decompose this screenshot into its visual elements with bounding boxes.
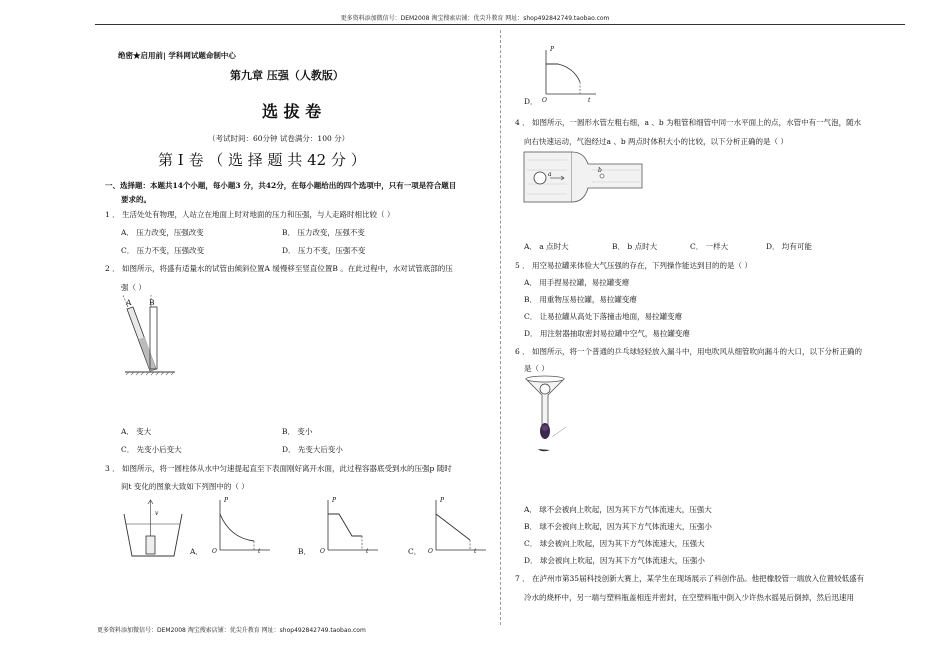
- q3-graph-d-o: O: [542, 97, 547, 104]
- footer-ad: 更多资料添加微信号：DEM2008 淘宝搜索店铺：优尖升教育 网址：shop492842749.taobao.com: [97, 627, 366, 634]
- q3-graph-a: [214, 500, 274, 558]
- q3-graph-b-o: O: [320, 548, 325, 555]
- q3-option-b-label: B．: [298, 547, 312, 556]
- q2-stem-2: 强（ ）: [121, 283, 146, 292]
- q4-pipe-figure: [522, 150, 647, 206]
- q3-graph-a-t: t: [258, 548, 261, 555]
- q5-option-b: B． 用重物压易拉罐，易拉罐变瘪: [524, 295, 637, 304]
- q2-option-a: A． 变大: [121, 427, 152, 436]
- q3-graph-c: [430, 500, 490, 558]
- exam-info: （考试时间：60分钟 试卷满分：100 分）: [208, 134, 350, 143]
- q4-fig-label-a: a: [548, 171, 552, 178]
- q3-option-c-label: C．: [408, 547, 422, 556]
- header-rule: [95, 24, 905, 25]
- q2-stem: 2 ． 如图所示，将盛有适量水的试管由倾斜位置A 缓慢移至竖直位置B 。在此过程中，水对试管底部的压: [105, 264, 453, 273]
- q5-option-d: D． 用注射器抽取密封易拉罐中空气，易拉罐变瘪: [524, 329, 690, 338]
- column-divider: [500, 30, 501, 625]
- q3-graph-c-t: t: [474, 548, 477, 555]
- q3-graph-a-o: O: [212, 548, 217, 555]
- q3-graph-b-t: t: [366, 548, 369, 555]
- q3-graph-c-o: O: [428, 548, 433, 555]
- q6-funnel-figure: [522, 375, 572, 460]
- instructions-2: 要求的。: [121, 195, 151, 204]
- q1-option-b: B． 压力改变，压强不变: [282, 228, 365, 237]
- q3-stem-2: 间t 变化的图象大致如下列图中的（ ）: [121, 482, 249, 491]
- paper-title: 选 拔 卷: [262, 102, 322, 121]
- q3-graph-b-p: P: [332, 497, 337, 504]
- q6-stem-2: 是（ ）: [524, 364, 549, 373]
- q3-stem: 3 ． 如图所示，将一圆柱体从水中匀速提起直至下表面刚好离开水面，此过程容器底受到水的压强p 随时: [105, 464, 452, 473]
- q5-option-a: A． 用手捏易拉罐，易拉罐变瘪: [524, 278, 630, 287]
- q7-stem: 7 ． 在泸州市第35届科技创新大赛上，某学生在现场展示了科创作品。他把橡胶管一端放入位置较低盛有: [515, 574, 865, 583]
- q1-option-a: A． 压力改变，压强改变: [121, 228, 204, 237]
- q3-graph-d-p: P: [550, 46, 555, 53]
- q1-option-c: C． 压力不变，压强改变: [121, 246, 205, 255]
- q4-stem-2: 向右快速运动，气泡经过a 、b 两点时体积大小的比较，以下分析正确的是（ ）: [524, 137, 788, 146]
- q1-stem: 1 ． 生活处处有物理，人站立在地面上时对地面的压力和压强，与人走路时相比较（ ）: [105, 210, 395, 219]
- q6-option-c: C． 球会被向上吹起，因为其下方气体流速大，压强大: [524, 539, 705, 548]
- q4-option-d: D． 均有可能: [766, 242, 812, 251]
- q5-option-c: C． 让易拉罐从高处下落撞击地面，易拉罐变瘪: [524, 312, 683, 321]
- q6-option-d: D． 球会被向上吹起，因为其下方气体流速大，压强小: [524, 556, 705, 565]
- q3-graph-b: [322, 500, 382, 558]
- section-title: 第 Ⅰ 卷 （ 选 择 题 共 42 分 ）: [158, 151, 366, 169]
- q3-graph-a-p: P: [224, 497, 229, 504]
- q6-stem: 6 ． 如图所示，将一个普通的乒乓球轻轻放入漏斗中，用电吹风从细管吹向漏斗的大口，以下分析正确的: [515, 347, 863, 356]
- q4-fig-label-b: b: [598, 167, 602, 174]
- q2-fig-label-a: A: [126, 298, 132, 307]
- q4-option-a: A． a 点时大: [524, 242, 569, 251]
- q6-option-b: B． 球不会被向上吹起，因为其下方气体流速大，压强小: [524, 522, 712, 531]
- q7-stem-2: 冷水的烧杯中，另一端与塑料瓶盖相连并密封，在空塑料瓶中倒入少许热水摇晃后倒掉，然后迅速用: [524, 593, 854, 602]
- q1-option-d: D． 压力不变，压强不变: [282, 246, 366, 255]
- instructions: 一、选择题：本题共14个小题，每小题3 分，共42分，在每小题给出的四个选项中，只有一项是符合题目: [105, 181, 457, 190]
- q4-stem: 4 ． 如图所示，一圆形水管左粗右细，a 、b 为粗管和细管中同一水平面上的点，水管中有一气泡，随水: [515, 118, 862, 127]
- q2-option-d: D． 先变大后变小: [282, 445, 343, 454]
- q2-option-c: C． 先变小后变大: [121, 445, 182, 454]
- q3-fig-label-v: v: [155, 510, 159, 517]
- q4-option-c: C． 一样大: [690, 242, 729, 251]
- q3-option-a-label: A．: [190, 547, 203, 556]
- q6-option-a: A． 球不会被向上吹起，因为其下方气体流速大，压强大: [524, 505, 712, 514]
- header-ad: 更多资料添加微信号：DEM2008 淘宝搜索店铺：优尖升教育 网址：shop492842749.taobao.com: [340, 15, 610, 22]
- q2-fig-label-b: B: [149, 298, 155, 307]
- q3-graph-d-t: t: [588, 97, 591, 104]
- q5-stem: 5 ． 用空易拉罐来体验大气压强的存在，下列操作能达到目的的是（ ）: [515, 261, 752, 270]
- q3-graph-d: [540, 50, 600, 100]
- q3-graph-c-p: P: [440, 497, 445, 504]
- confidential-label: 绝密★启用前| 学科网试题命制中心: [118, 51, 236, 60]
- q4-option-b: B． b 点时大: [612, 242, 658, 251]
- q3-container-figure: [122, 500, 184, 560]
- q3-option-d-label: D．: [524, 97, 538, 106]
- chapter-title: 第九章 压强（人教版）: [230, 69, 344, 82]
- q2-option-b: B． 变小: [282, 427, 313, 436]
